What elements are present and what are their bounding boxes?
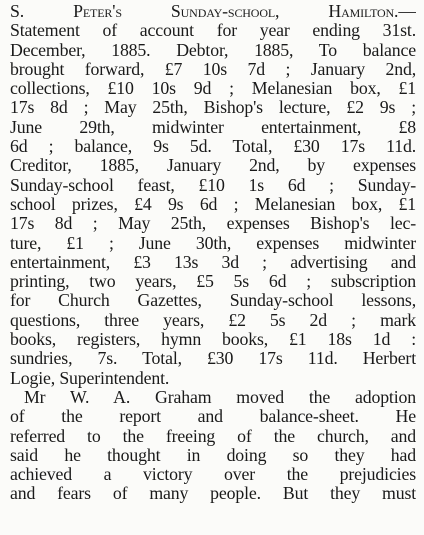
- text-line: said he thought in doing so they had: [10, 445, 416, 465]
- text-line: Mr W. A. Graham moved the adoption: [24, 387, 416, 407]
- text-line: Sunday-school feast, £10 1s 6d ; Sunday-: [10, 175, 416, 195]
- text-line: brought forward, £7 10s 7d ; January 2nd,: [10, 59, 416, 79]
- text-line: Logie, Superintendent.: [10, 368, 170, 388]
- text-line: 17s 8d ; May 25th, Bishop's lecture, £2 9s ;: [10, 98, 416, 118]
- text-line: ture, £1 ; June 30th, expenses midwinter: [10, 233, 416, 253]
- text-line: Statement of account for year ending 31st.: [10, 21, 416, 41]
- text-line: June 29th, midwinter entertainment, £8: [10, 117, 416, 137]
- text-line: printing, two years, £5 5s 6d ; subscription: [10, 272, 416, 292]
- text-line: Creditor, 1885, January 2nd, by expenses: [10, 156, 416, 176]
- text-line: 6d ; balance, 9s 5d. Total, £30 17s 11d.: [10, 137, 416, 157]
- text-line: referred to the freeing of the church, and: [10, 426, 416, 446]
- text-line: entertainment, £3 13s 3d ; advertising and: [10, 252, 416, 272]
- text-line: for Church Gazettes, Sunday-school lessons,: [10, 291, 416, 311]
- text-line: and fears of many people. But they must: [10, 484, 416, 504]
- text-line: 17s 8d ; May 25th, expenses Bishop's lec-: [10, 214, 416, 234]
- text-line: December, 1885. Debtor, 1885, To balance: [10, 40, 416, 60]
- text-line: questions, three years, £2 5s 2d ; mark: [10, 310, 416, 330]
- text-line: school prizes, £4 9s 6d ; Melanesian box, £1: [10, 194, 416, 214]
- text-line: of the report and balance-sheet. He: [10, 407, 416, 427]
- text-line: collections, £10 10s 9d ; Melanesian box, £1: [10, 79, 416, 99]
- text-line: books, registers, hymn books, £1 18s 1d :: [10, 330, 416, 350]
- heading-line: S. Peter's Sunday-school, Hamilton.—: [10, 2, 416, 21]
- text-line: sundries, 7s. Total, £30 17s 11d. Herbert: [10, 349, 416, 369]
- text-line: achieved a victory over the prejudicies: [10, 465, 416, 485]
